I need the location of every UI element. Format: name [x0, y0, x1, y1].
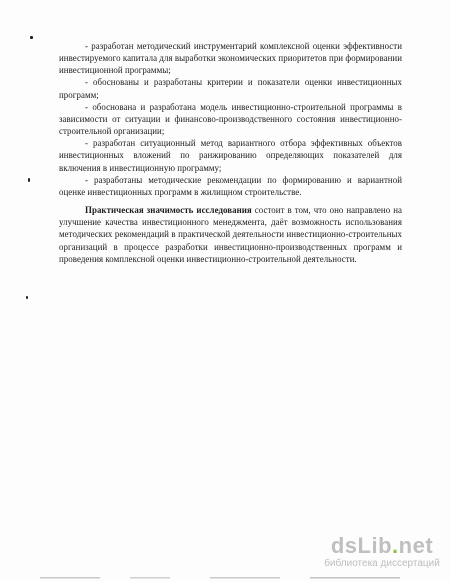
result-item: - обоснованы и разработаны критерии и показатели оценки инвестиционных программ; [59, 77, 402, 100]
practical-significance-paragraph [59, 204, 402, 265]
watermark-logo [322, 534, 442, 558]
result-item: - разработан методический инструментарий комплексной оценки эффективности инвестируемого капитала для выработки экономических приоритетов при формировании инвестиционной программы; [59, 41, 402, 76]
scan-edge-noise [40, 576, 420, 580]
document-body [59, 40, 402, 265]
scan-speck [30, 36, 33, 39]
dslib-watermark [322, 534, 442, 570]
watermark-logo-dot: . [392, 533, 399, 558]
result-item: - разработан ситуационный метод вариантного отбора эффективных объектов инвестиционных вложений по ранжированию определяющих показателей для включения в инвестиционную программу; [59, 138, 402, 173]
result-item: - разработаны методические рекомендации по формированию и вариантной оценке инвестиционных программ в жилищном строительстве. [59, 174, 402, 197]
watermark-logo-tld: net [398, 533, 434, 558]
watermark-logo-main: dsLib [330, 533, 393, 558]
watermark-tagline: библиотека диссертаций [324, 558, 440, 569]
practical-significance-text: состоит в том, что оно направлено на улучшение качества инвестиционного менеджмента, даёт возможность использования методических рекомендаций в практической деятельности инвестиционно-строительных организаций в процессе разработки инвестиционно-производственных программ и проведения комплексной оценки инвестиционно-строительной деятельности. [59, 205, 402, 264]
result-item: - обоснована и разработана модель инвестиционно-строительной программы в зависимости от ситуации и финансово-производственного состояния инвестиционно-строительной организации; [59, 101, 402, 137]
scan-speck [28, 178, 30, 182]
practical-significance-heading: Практическая значимость исследования [85, 205, 252, 216]
scan-speck [26, 296, 28, 299]
